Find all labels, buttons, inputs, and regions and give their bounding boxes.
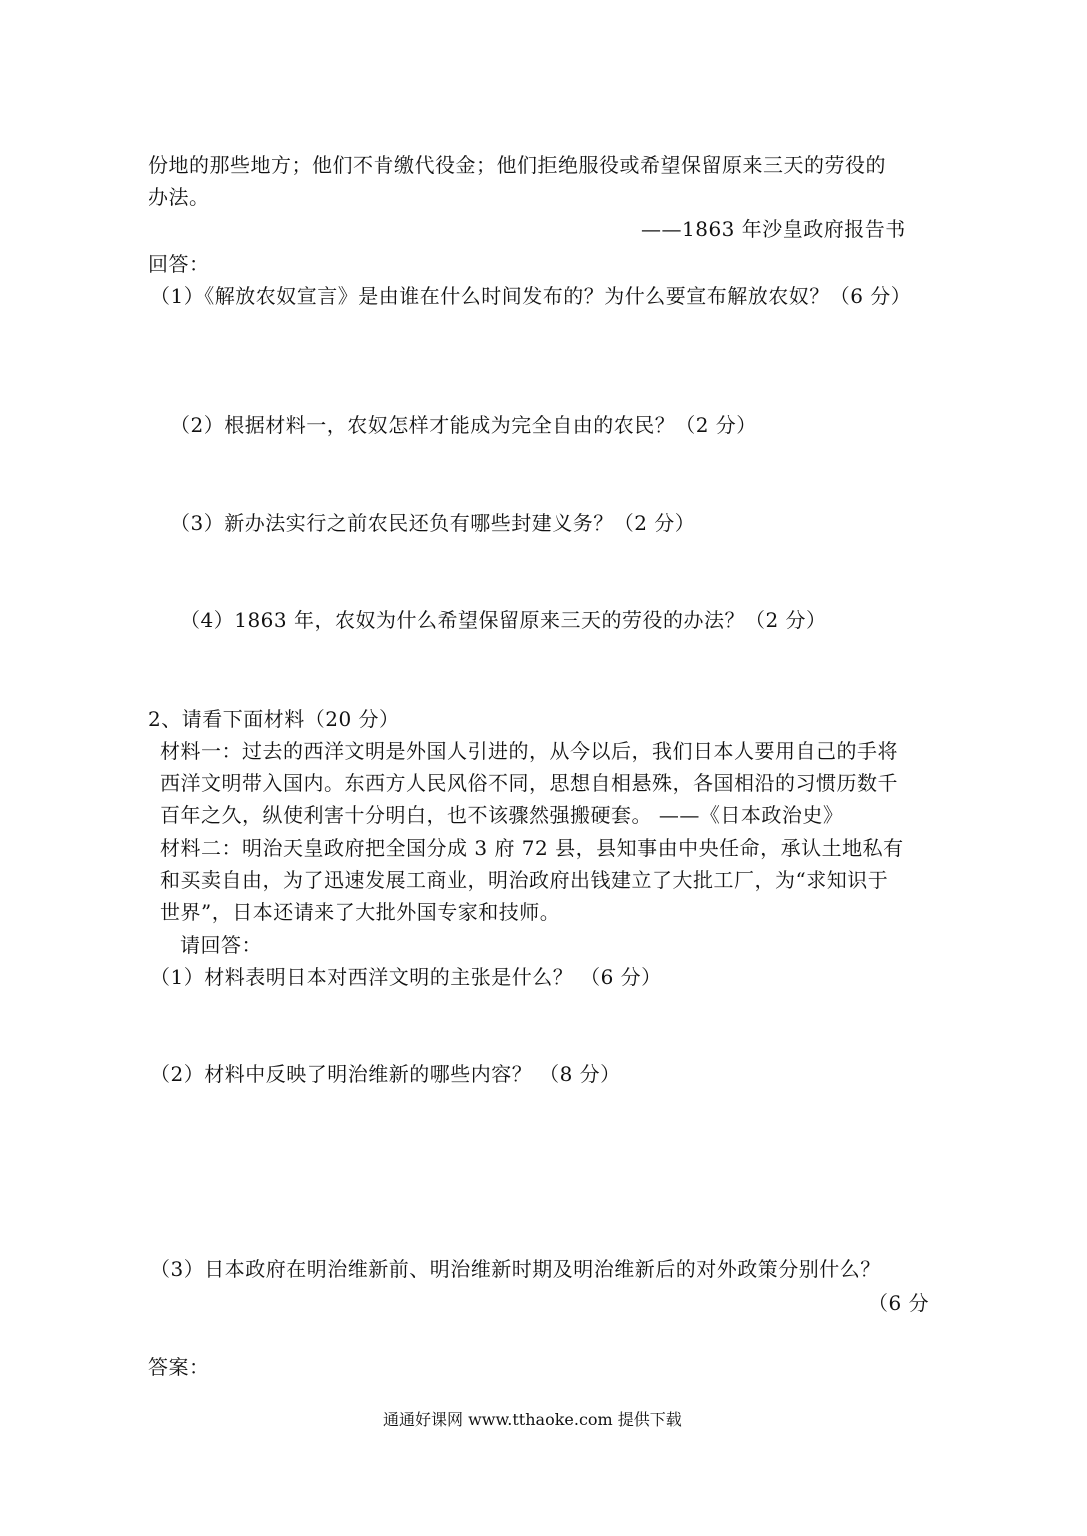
material-one-line: 西洋文明带入国内。东西方人民风俗不同，思想自相悬殊，各国相沿的习惯历数千 [160,771,898,795]
question-1-4: （4）1863 年，农奴为什么希望保留原来三天的劳役的办法？（2 分） [180,608,827,632]
material-one-line: 材料一：过去的西洋文明是外国人引进的，从今以后，我们日本人要用自己的手将 [160,739,898,763]
material-text-line: 份地的那些地方；他们不肯缴代役金；他们拒绝服役或希望保留原来三天的劳役的 [148,153,886,177]
question-2-1: （1）材料表明日本对西洋文明的主张是什么？ （6 分） [150,965,662,989]
answer-label: 答案： [148,1355,210,1379]
material-source: ——1863 年沙皇政府报告书 [641,217,906,241]
material-one-line: 百年之久，纵使利害十分明白，也不该骤然强搬硬套。 ——《日本政治史》 [160,803,844,827]
answer-prompt: 请回答： [180,933,262,957]
question-1-1: （1）《解放农奴宣言》是由谁在什么时间发布的？为什么要宣布解放农奴？（6 分） [150,284,912,308]
material-text-line: 办法。 [148,185,210,209]
material-two-line: 和买卖自由，为了迅速发展工商业，明治政府出钱建立了大批工厂，为“求知识于 [160,868,889,892]
question-2-2: （2）材料中反映了明治维新的哪些内容？ （8 分） [150,1062,621,1086]
material-two-line: 材料二：明治天皇政府把全国分成 3 府 72 县，县知事由中央任命，承认土地私有 [160,836,904,860]
page-footer: 通通好课网 www.tthaoke.com 提供下载 [383,1410,682,1429]
question-1-2: （2）根据材料一，农奴怎样才能成为完全自由的农民？（2 分） [170,413,757,437]
material-two-line: 世界”，日本还请来了大批外国专家和技师。 [160,900,561,924]
question-2-3-score: （6 分 [868,1291,930,1315]
question-1-3: （3）新办法实行之前农民还负有哪些封建义务？（2 分） [170,511,696,535]
question-2-heading: 2、请看下面材料（20 分） [148,707,400,731]
answer-prompt: 回答： [148,252,210,276]
question-2-3: （3）日本政府在明治维新前、明治维新时期及明治维新后的对外政策分别什么？ [150,1257,881,1281]
